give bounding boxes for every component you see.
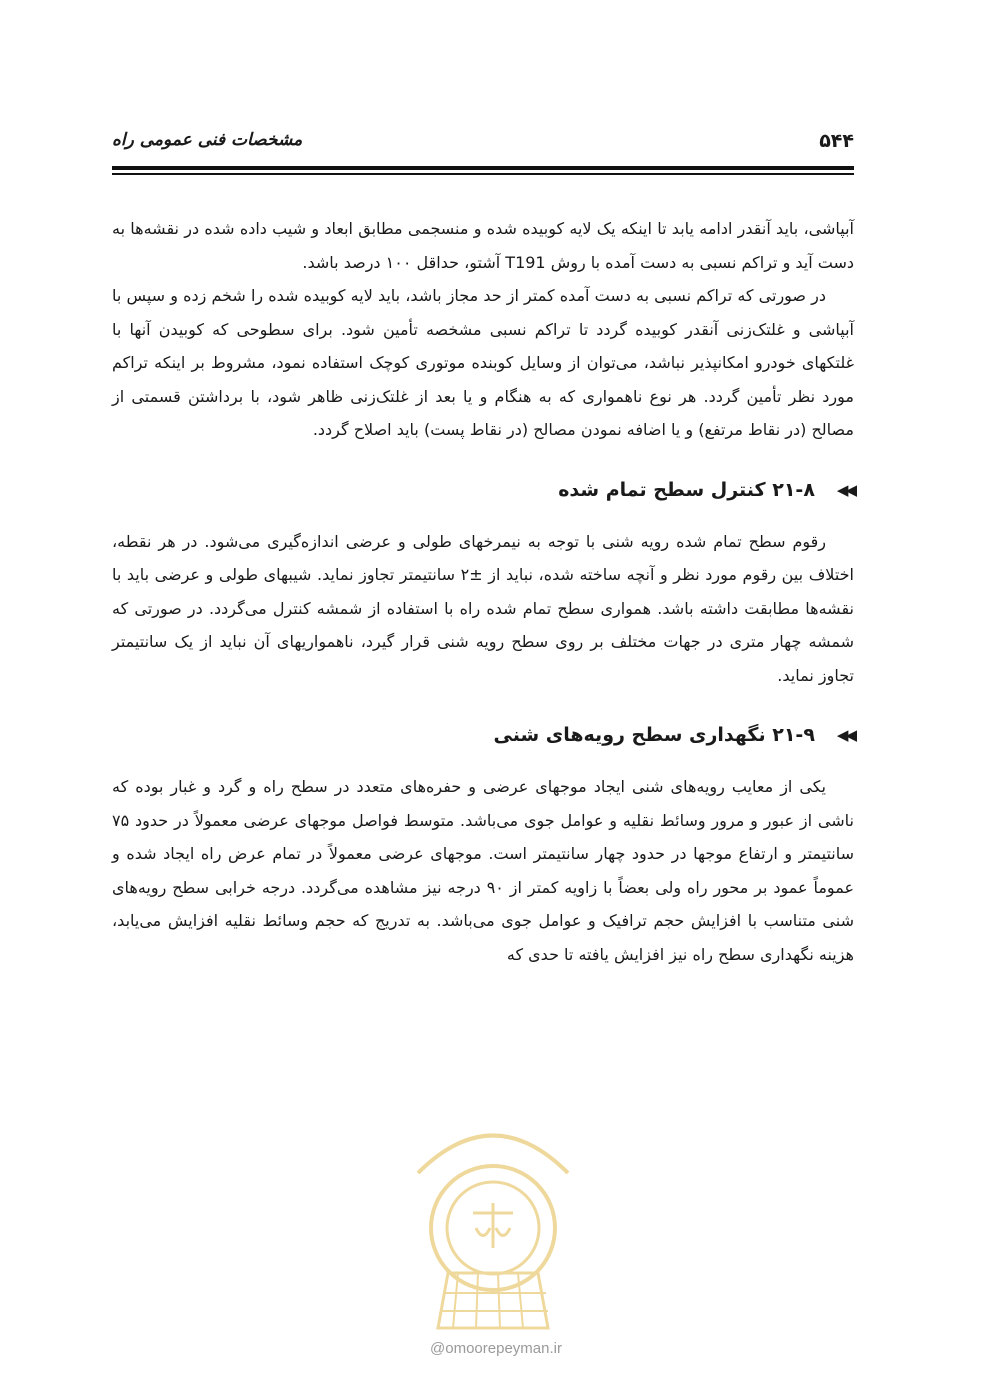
page-header [112,128,854,158]
section-title: ۲۱-۹ نگهداری سطح رویه‌های شنی [493,724,815,746]
paragraph: یکی از معایب رویه‌های شنی ایجاد موجهای عرضی و حفره‌های متعدد در سطح راه و گرد و غبار بوده که ناشی از عبور و مرور وسائط نقلیه و عوامل جوی می‌باشد. متوسط فواصل موجهای عرضی معمولاً در حدود ۷۵ سانتیمتر و ارتفاع موجها در حدود چهار سانتیمتر است. موجهای عرضی معمولاً در تمام عرض راه ایجاد شده و عموماً عمود بر محور راه ولی بعضاً با زاویه کمتر از ۹۰ درجه نیز مشاهده می‌گردد. درجه خرابی سطح رویه‌های شنی متناسب با افزایش حجم ترافیک و عوامل جوی می‌باشد. به تدریج که حجم وسائط نقلیه افزایش می‌یابد، هزینه نگهداری سطح راه نیز افزایش یافته تا حدی که [112,777,854,964]
section-title: ۲۱-۸ کنترل سطح تمام شده [558,478,815,501]
watermark-logo [388,1078,598,1358]
paragraph: رقوم سطح تمام شده رویه شنی با توجه به نیمرخهای طولی و عرضی اندازه‌گیری می‌شود. در هر نقطه، اختلاف بین رقوم مورد نظر و آنچه ساخته شده، نباید از ±۲ سانتیمتر تجاوز نماید. شیبهای طولی و عرضی باید با نقشه‌ها مطابقت داشته باشد. هموارى سطح تمام شده راه با استفاده از شمشه کنترل می‌گردد. در صورتی که شمشه چهار متری در جهات مختلف بر روی سطح رویه شنی قرار گیرد، ناهمواریهای آن نباید از یک سانتیمتر تجاوز نماید. [112,531,854,685]
page-number: ۵۴۴ [819,130,854,152]
running-title: مشخصات فنی عمومی راه [112,130,303,150]
header-rule-thick [112,166,854,170]
paragraph: آبپاشی، باید آنقدر ادامه یابد تا اینکه یک لایه کوبیده شده و منسجمی مطابق ابعاد و شیب داده شده در نقشه‌ها به دست آید و تراکم نسبی به دست آمده با روش T191 آشتو، حداقل ۱۰۰ درصد باشد. [112,219,854,272]
paragraph: در صورتی که تراکم نسبی به دست آمده کمتر از حد مجاز باشد، باید لایه کوبیده شده را شخم زده و سپس با آبپاشی و غلتک‌زنی آنقدر کوبیده گردد تا تراکم نسبی مشخصه تأمین شود. برای سطوحی که کوبیدن آنها با غلتکهای خودرو امکانپذیر نباشد، می‌توان از وسایل کوبنده موتوری کوچک استفاده نمود، مشروط بر اینکه تراکم مورد نظر تأمین گردد. هر نوع ناهمواری که به هنگام و یا بعد از غلتک‌زنی ظاهر شود، با برداشتن قسمتی از مصالح (در نقاط مرتفع) و یا اضافه نمودن مصالح (در نقاط پست) باید اصلاح گردد. [112,286,854,439]
page-content [112,212,854,971]
double-arrow-icon: ◀◀ [836,480,854,499]
double-arrow-icon: ◀◀ [836,726,854,744]
section-heading [112,720,854,750]
header-rule-thin [112,173,854,175]
watermark-site: @omoorepeyman.ir [430,1340,562,1357]
section-heading [112,475,854,505]
